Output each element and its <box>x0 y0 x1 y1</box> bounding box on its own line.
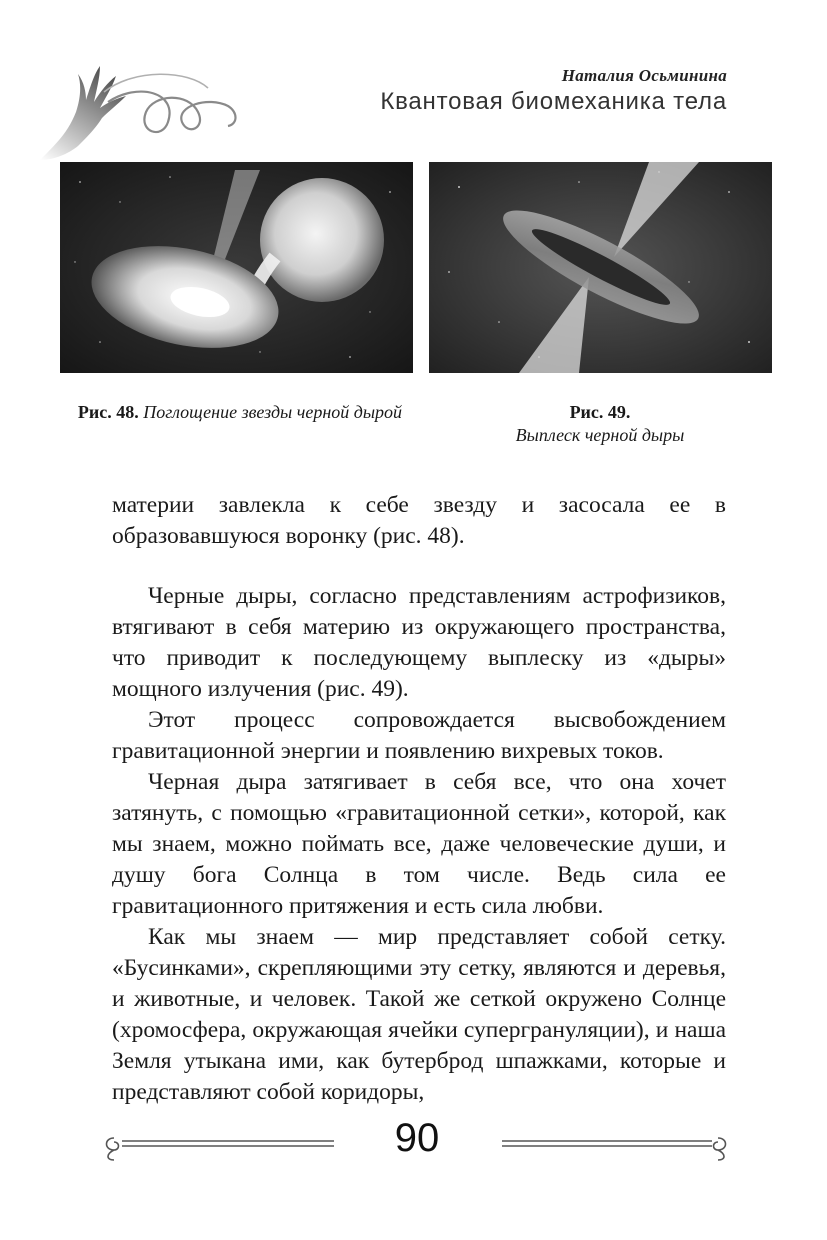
figure-48-caption <box>70 401 410 424</box>
page-number: 90 <box>394 1116 440 1160</box>
paragraph: Черные дыры, согласно представлениям астрофизиков, втягивают в себя материю из окружающего пространства, что приводит к последующему выплеску из «дыры» мощного излучения (рис. 49). <box>112 583 726 702</box>
black-hole-jet-image-icon <box>429 162 772 373</box>
figure-49-image <box>429 162 772 373</box>
figure-48-image <box>60 162 413 373</box>
paragraph: Этот процесс сопровождается высвобождением гравитационной энергии и появлению вихревых токов. <box>112 707 726 764</box>
figure-49-caption-text: Выплеск черной дыры <box>515 425 685 445</box>
body-continuation <box>112 490 726 552</box>
hand-logo-icon <box>38 62 248 162</box>
paragraph: Как мы знаем — мир представляет собой сетку. «Бусинками», скрепляющими эту сетку, являются и деревья, и животные, и человек. Такой же сеткой окружено Солнце (хромосфера, окружающая ячейки супергрануляции), и наша Земля утыкана ими, как бутерброд шпажками, которые и представляют собой коридоры, <box>112 924 726 1105</box>
star-absorption-image-icon <box>60 162 413 373</box>
figure-49-number: Рис. 49. <box>569 402 631 422</box>
footer-ornament-left-icon <box>100 1124 338 1164</box>
paragraph: Черная дыра затягивает в себя все, что она хочет затянуть, с помощью «гравитационной сетки», которой, как мы знаем, можно поймать все, даже человеческие души, и душу бога Солнца в том числе. Ведь сила ее гравитационного притяжения и есть сила любви. <box>112 769 726 919</box>
body-main <box>112 581 726 1108</box>
footer-ornament-right-icon <box>500 1124 732 1164</box>
header-author: Наталия Осьминина <box>561 66 727 85</box>
paragraph: материи завлекла к себе звезду и засосала ее в образовавшуюся воронку (рис. 48). <box>112 492 726 549</box>
figure-48-number: Рис. 48. <box>77 402 139 422</box>
figure-49-caption <box>440 401 760 447</box>
figure-48-caption-text: Поглощение звезды черной дырой <box>143 402 403 422</box>
header-book-title: Квантовая биомеханика тела <box>380 88 727 115</box>
